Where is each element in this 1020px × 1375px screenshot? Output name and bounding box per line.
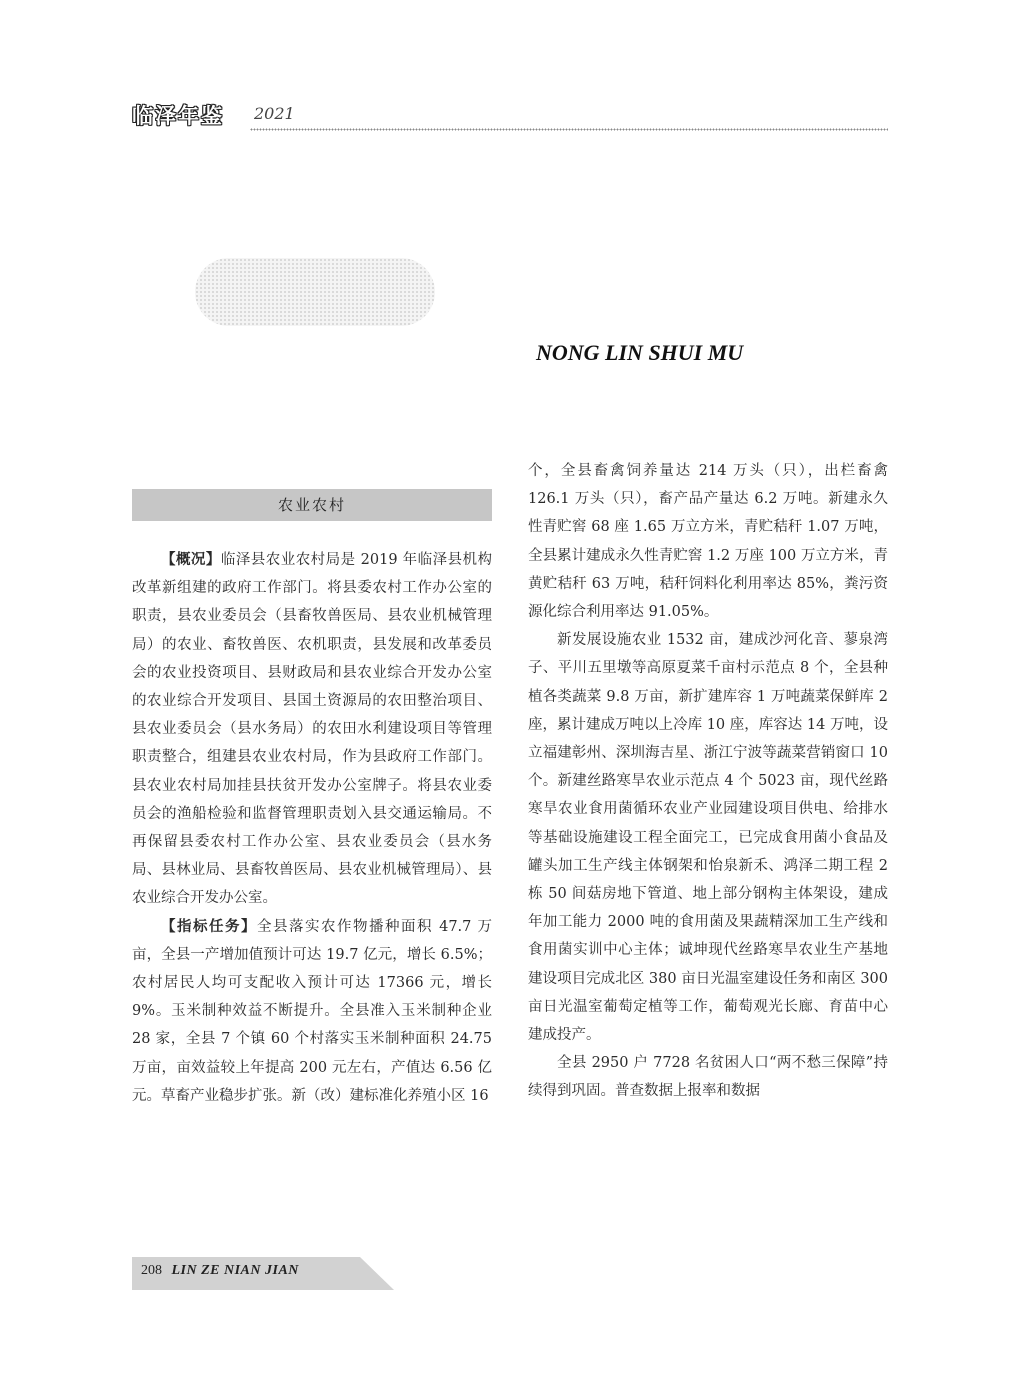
targets-paragraph xyxy=(132,913,492,1110)
facility-agriculture-paragraph: 新发展设施农业 1532 亩，建成沙河化音、蓼泉湾子、平川五里墩等高原夏菜千亩村示范点 8 个，全县种植各类蔬菜 9.8 万亩，新扩建库容 1 万吨蔬菜保鲜库 2 座，累计建成万吨以上冷库 10 座，库容达 14 万吨，设立福建彰州、深圳海吉星、浙江宁波等蔬菜营销窗口 10 个。新建丝路寒旱农业示范点 4 个 5023 亩，现代丝路寒旱农业食用菌循环农业产业园建设项目供电、给排水等基础设施建设工程全面完工，已完成食用菌小食品及罐头加工生产线主体钢架和怡泉新禾、鸿泽二期工程 2 栋 50 间菇房地下管道、地上部分钢构主体架设，建成年加工能力 2000 吨的食用菌及果蔬精深加工生产线和食用菌实训中心主体；诚坤现代丝路寒旱农业生产基地建设项目完成北区 380 亩日光温室建设任务和南区 300 亩日光温室葡萄定植等工作，葡萄观光长廊、育苗中心建成投产。 xyxy=(528,632,888,1044)
section-pinyin-title: NONG LIN SHUI MU xyxy=(536,340,744,365)
yearbook-title: 临泽年鉴 xyxy=(132,104,224,128)
footer-text xyxy=(141,1263,299,1279)
header-dotted-rule xyxy=(250,128,888,131)
overview-text: 临泽县农业农村局是 2019 年临泽县机构改革新组建的政府工作部门。将县委农村工作办公室的职责，县农业委员会（县畜牧兽医局、县农业机械管理局）的农业、畜牧兽医、农机职责，县发展和改革委员会的农业投资项目、县财政局和县农业综合开发办公室的农业综合开发项目、县国土资源局的农田整治项目、县农业委员会（县水务局）的农田水利建设项目等管理职责整合，组建县农业农村局，作为县政府工作部门。县农业农村局加挂县扶贫开发办公室牌子。将县农业委员会的渔船检验和监督管理职责划入县交通运输局。不再保留县委农村工作办公室、县农业委员会（县水务局、县林业局、县畜牧兽医局、县农业机械管理局）、县农业综合开发办公室。 xyxy=(132,552,492,907)
page-number: 208 xyxy=(141,1263,162,1278)
running-header xyxy=(132,100,888,134)
category-heading: 农业农村 xyxy=(132,489,492,521)
targets-text: 全县落实农作物播种面积 47.7 万亩，全县一产增加值预计可达 19.7 亿元，增长 6.5%；农村居民人均可支配收入预计可达 17366 元，增长 9%。玉米制种效益不断提升。全县准入玉米制种企业 28 家，全县 7 个镇 60 个村落实玉米制种面积 24.75 万亩，亩效益较上年提高 200 元左右，产值达 6.56 亿元。草畜产业稳步扩张。新（改）建标准化养殖小区 16 xyxy=(132,918,492,1104)
yearbook-year: 2021 xyxy=(254,104,295,123)
overview-tag: 【概况】 xyxy=(161,552,221,568)
page-footer xyxy=(132,1257,394,1290)
targets-tag: 【指标任务】 xyxy=(161,918,257,935)
decorative-dotted-banner xyxy=(195,258,435,326)
left-column xyxy=(132,546,492,1110)
right-column xyxy=(528,457,888,1106)
livestock-paragraph: 个，全县畜禽饲养量达 214 万头（只），出栏畜禽 126.1 万头（只），畜产品产量达 6.2 万吨。新建永久性青贮窖 68 座 1.65 万立方米，青贮秸秆 1.07 万吨，全县累计建成永久性青贮窖 1.2 万座 100 万立方米，青黄贮秸秆 63 万吨，秸秆饲料化利用率达 85%，粪污资源化综合利用率达 91.05%。 xyxy=(528,463,888,621)
poverty-paragraph: 全县 2950 户 7728 名贫困人口“两不愁三保障”持续得到巩固。普查数据上报率和数据 xyxy=(528,1055,888,1100)
overview-paragraph xyxy=(132,546,492,913)
book-name: LIN ZE NIAN JIAN xyxy=(171,1263,299,1278)
